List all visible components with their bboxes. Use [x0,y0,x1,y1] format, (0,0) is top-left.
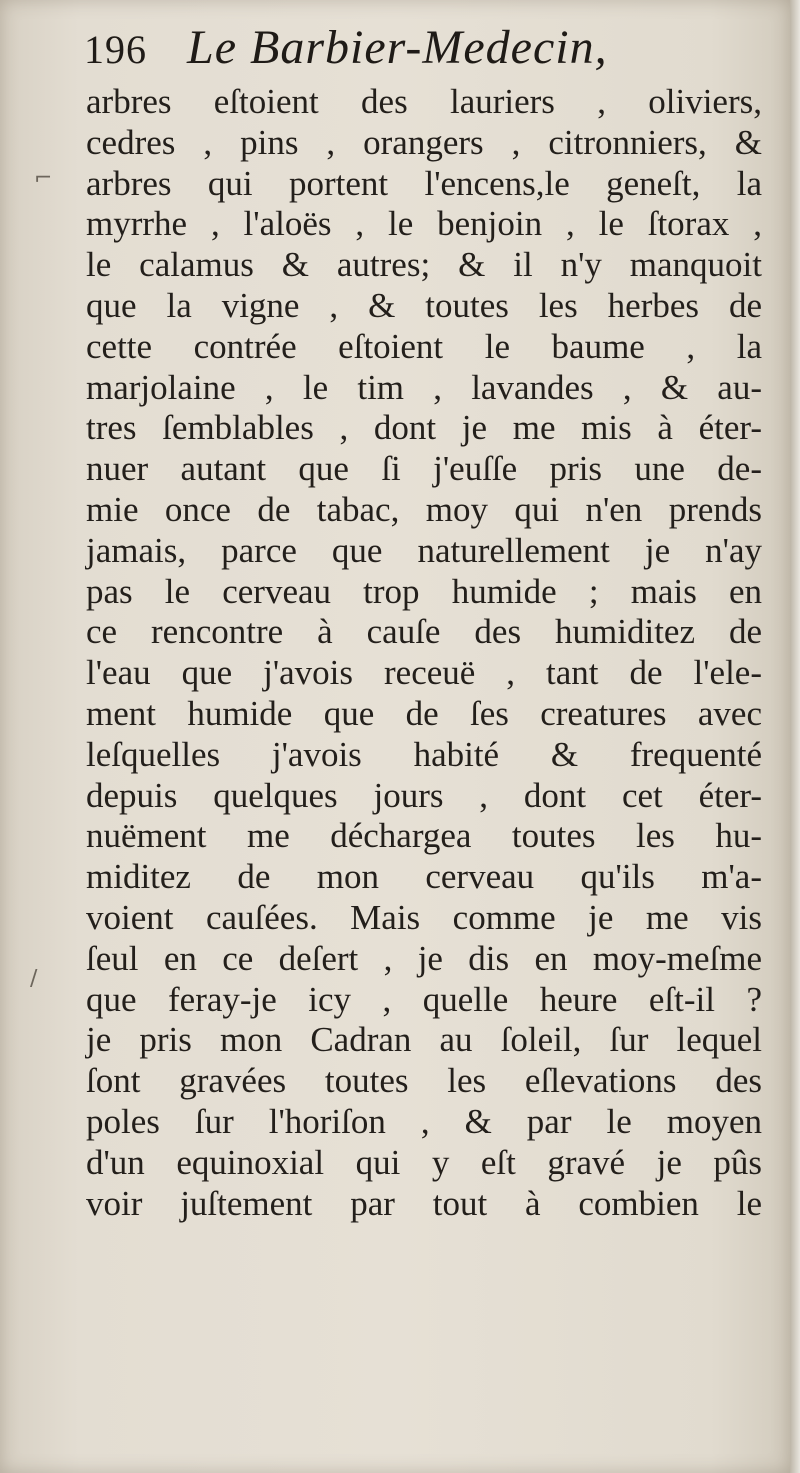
margin-mark: ⌐ [34,166,53,191]
text-line: arbres qui portent l'encens,le geneſt, la [86,163,762,203]
text-line: voient cauſées. Mais comme je me vis [86,897,762,937]
text-line: arbres eſtoient des lauriers , oliviers, [86,82,762,121]
text-line: l'eau que j'avois receuë , tant de l'ele- [86,653,762,693]
running-title: Le Barbier-Medecin, [187,21,608,74]
text-line: myrrhe , l'aloës , le benjoin , le ſtorax , [86,204,762,244]
text-line: cette contrée eſtoient le baume , la [86,326,762,366]
text-line: mie once de tabac, moy qui n'en prends [86,489,762,529]
text-line: que la vigne , & toutes les herbes de [86,285,762,325]
text-line: ſeul en ce deſert , je dis en moy-meſme [86,938,762,978]
text-line: ment humide que de ſes creatures avec [86,693,762,733]
text-line: le calamus & autres; & il n'y manquoit [86,245,762,285]
text-line: jamais, parce que naturellement je n'ay [86,530,762,570]
text-line: nuer autant que ſi j'euſſe pris une de- [86,449,762,489]
text-line: je pris mon Cadran au ſoleil, ſur lequel [86,1020,762,1060]
text-line: que feray-je icy , quelle heure eſt-il ? [86,979,762,1019]
text-line: d'un equinoxial qui y eſt gravé je pûs [86,1142,762,1182]
margin-mark: ∕ [30,966,38,991]
text-line: nuëment me déchargea toutes les hu- [86,816,762,856]
text-line: pas le cerveau trop humide ; mais en [86,571,762,611]
page-number: 196 [84,27,147,72]
body-text [86,82,762,1224]
text-line: cedres , pins , orangers , citronniers, & [86,122,762,162]
page-edge [790,0,800,1473]
text-line: miditez de mon cerveau qu'ils m'a- [86,857,762,897]
page-header [84,20,608,84]
text-line: marjolaine , le tim , lavandes , & au- [86,367,762,407]
text-line: leſquelles j'avois habité & frequenté [86,734,762,774]
text-line: voir juſtement par tout à combien le [86,1183,762,1223]
text-line: tres ſemblables , dont je me mis à éter- [86,408,762,448]
text-line: ce rencontre à cauſe des humiditez de [86,612,762,652]
text-line: poles ſur l'horiſon , & par le moyen [86,1101,762,1141]
text-line: ſont gravées toutes les eſlevations des [86,1061,762,1101]
text-line: depuis quelques jours , dont cet éter- [86,775,762,815]
